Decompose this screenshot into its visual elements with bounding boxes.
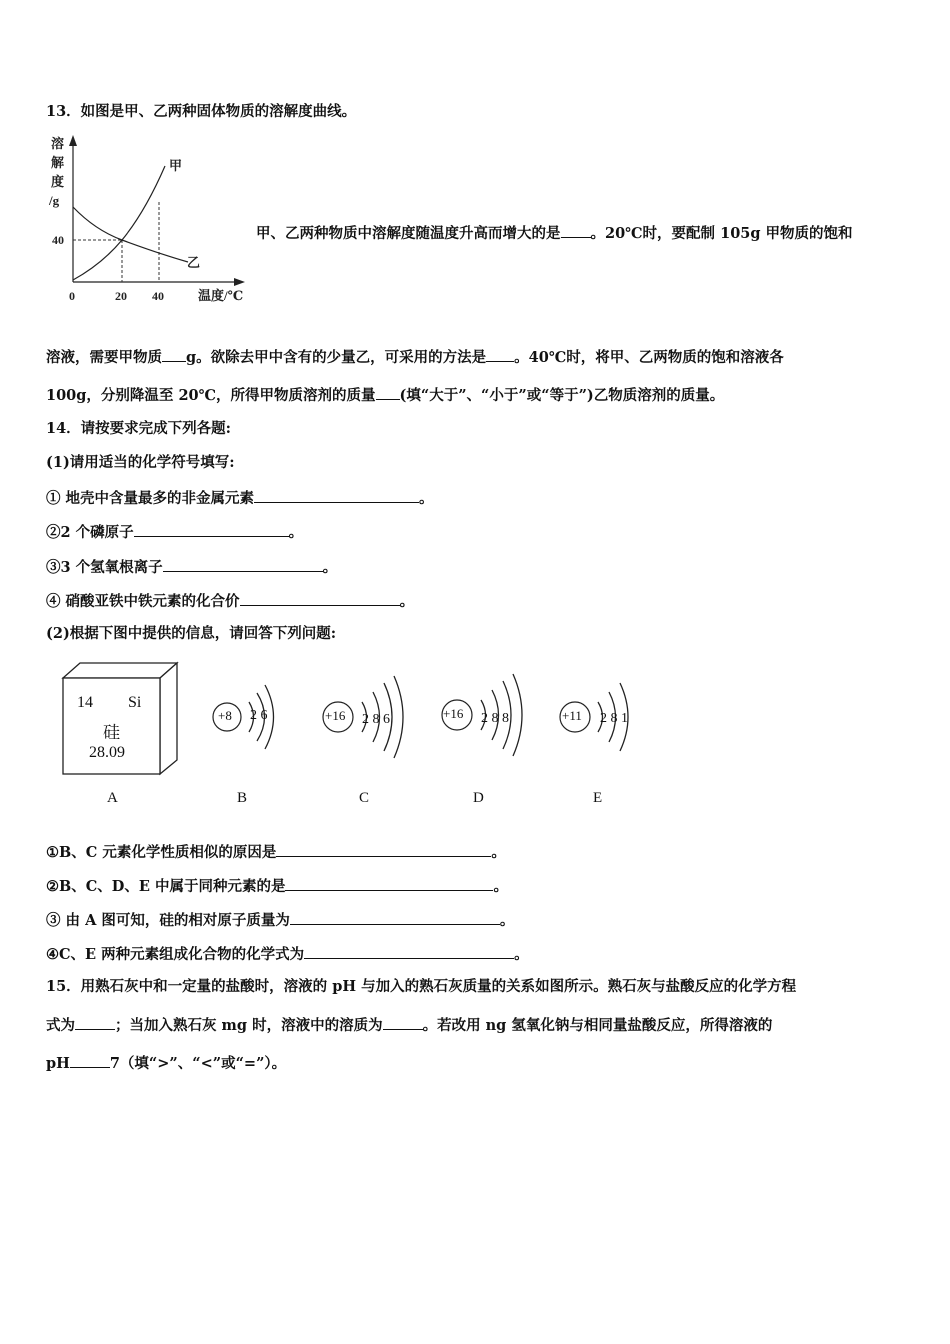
- q13-line2: [46, 346, 784, 368]
- atom-e-shells: 2 8 1: [600, 711, 628, 726]
- q15-line1: 15．用熟石灰中和一定量的盐酸时，溶液的 pH 与加入的熟石灰质量的关系如图所示。熟石灰与盐酸反应的化学方程: [46, 978, 797, 995]
- y-axis-label: [48, 136, 65, 208]
- blank-sub1[interactable]: [276, 841, 491, 857]
- q14-item1: ① 地壳中含量最多的非金属元素 。: [46, 487, 434, 509]
- q14-title: 14．请按要求完成下列各题:: [46, 420, 232, 437]
- label-d: D: [473, 790, 484, 806]
- q13-line1: [256, 222, 853, 244]
- atom-c-shells: 2 8 6: [362, 712, 390, 727]
- q13-line3: [46, 384, 724, 406]
- q14-item3: ③3 个氢氧根离子 。: [46, 556, 337, 578]
- q14-item4: ④ 硝酸亚铁中铁元素的化合价 。: [46, 590, 414, 612]
- x-tick-40: 40: [152, 289, 164, 303]
- q13-text-a: 甲、乙两种物质中溶解度随温度升高而增大的是: [256, 225, 561, 242]
- label-e: E: [593, 790, 603, 806]
- x-tick-20: 20: [115, 289, 127, 303]
- y-tick-40: 40: [52, 233, 64, 247]
- atom-b-nucleus: +8: [218, 708, 232, 723]
- blank-sub4[interactable]: [304, 943, 514, 959]
- atom-e-nucleus: +11: [562, 708, 582, 723]
- blank-mass[interactable]: [162, 346, 186, 362]
- series-jia-label: 甲: [169, 158, 183, 173]
- q13-text-e: 。40℃时，将甲、乙两物质的饱和溶液各: [514, 349, 784, 366]
- q14-sub3: ③ 由 A 图可知，硅的相对原子质量为 。: [46, 909, 514, 931]
- x-tick-0: 0: [69, 289, 75, 303]
- q15-line3: pH 7（填“>”、“<”或“=”）。: [46, 1052, 286, 1074]
- blank-item3[interactable]: [163, 556, 323, 572]
- svg-text:度: 度: [51, 174, 65, 189]
- series-jia-curve: [73, 166, 165, 280]
- series-yi-label: 乙: [187, 255, 201, 270]
- q13-text-g: (填“大于”、“小于”或“等于”)乙物质溶剂的质量。: [399, 387, 725, 404]
- x-axis-arrow: [234, 278, 245, 286]
- blank-item1[interactable]: [254, 487, 419, 503]
- svg-text:解: 解: [51, 155, 65, 170]
- blank-solute[interactable]: [383, 1014, 423, 1030]
- element-name: 硅: [103, 723, 120, 742]
- y-axis-arrow: [69, 135, 77, 146]
- blank-equation[interactable]: [75, 1014, 115, 1030]
- solubility-chart: [40, 132, 255, 307]
- series-yi-curve: [73, 207, 188, 262]
- q14-part2: (2)根据下图中提供的信息，请回答下列问题:: [46, 625, 337, 642]
- q14-sub2: ②B、C、D、E 中属于同种元素的是 。: [46, 875, 508, 897]
- q14-sub1: ①B、C 元素化学性质相似的原因是 。: [46, 841, 506, 863]
- q14-sub4: ④C、E 两种元素组成化合物的化学式为 。: [46, 943, 529, 965]
- blank-increasing[interactable]: [561, 222, 591, 238]
- blank-ph[interactable]: [70, 1052, 110, 1068]
- atom-b-shells: 2 6: [250, 708, 268, 723]
- label-b: B: [237, 790, 248, 806]
- q14-part1: (1)请用适当的化学符号填写:: [46, 454, 235, 471]
- x-axis-label: 温度/℃: [198, 288, 244, 303]
- element-atomic-mass: 28.09: [89, 744, 125, 761]
- blank-item4[interactable]: [240, 590, 400, 606]
- q13-text-d: g。欲除去甲中含有的少量乙，可采用的方法是: [186, 349, 487, 366]
- q13-text-b: 。20℃时，要配制 105g 甲物质的饱和: [590, 225, 853, 242]
- q13-text-c: 溶液，需要甲物质: [46, 349, 162, 366]
- svg-text:溶: 溶: [51, 136, 65, 151]
- blank-item2[interactable]: [134, 521, 289, 537]
- atom-d-nucleus: +16: [443, 706, 464, 721]
- atom-c-nucleus: +16: [325, 708, 346, 723]
- blank-sub2[interactable]: [285, 875, 493, 891]
- label-a: A: [107, 790, 118, 806]
- blank-compare[interactable]: [376, 384, 400, 400]
- q13-text-f: 100g，分别降温至 20℃，所得甲物质溶剂的质量: [46, 387, 376, 404]
- element-atomic-number: 14: [77, 694, 93, 711]
- q15-line2: 式为 ；当加入熟石灰 mg 时，溶液中的溶质为 。若改用 ng 氢氧化钠与相同量盐酸反应，所得溶液的: [46, 1014, 772, 1036]
- blank-method[interactable]: [486, 346, 514, 362]
- q13-title: 13．如图是甲、乙两种固体物质的溶解度曲线。: [46, 103, 357, 120]
- label-c: C: [359, 790, 370, 806]
- atom-d-shells: 2 8 8: [481, 711, 509, 726]
- blank-sub3[interactable]: [290, 909, 500, 925]
- element-symbol: Si: [128, 694, 142, 711]
- q14-item2: ②2 个磷原子 。: [46, 521, 303, 543]
- svg-text:/g: /g: [49, 193, 60, 208]
